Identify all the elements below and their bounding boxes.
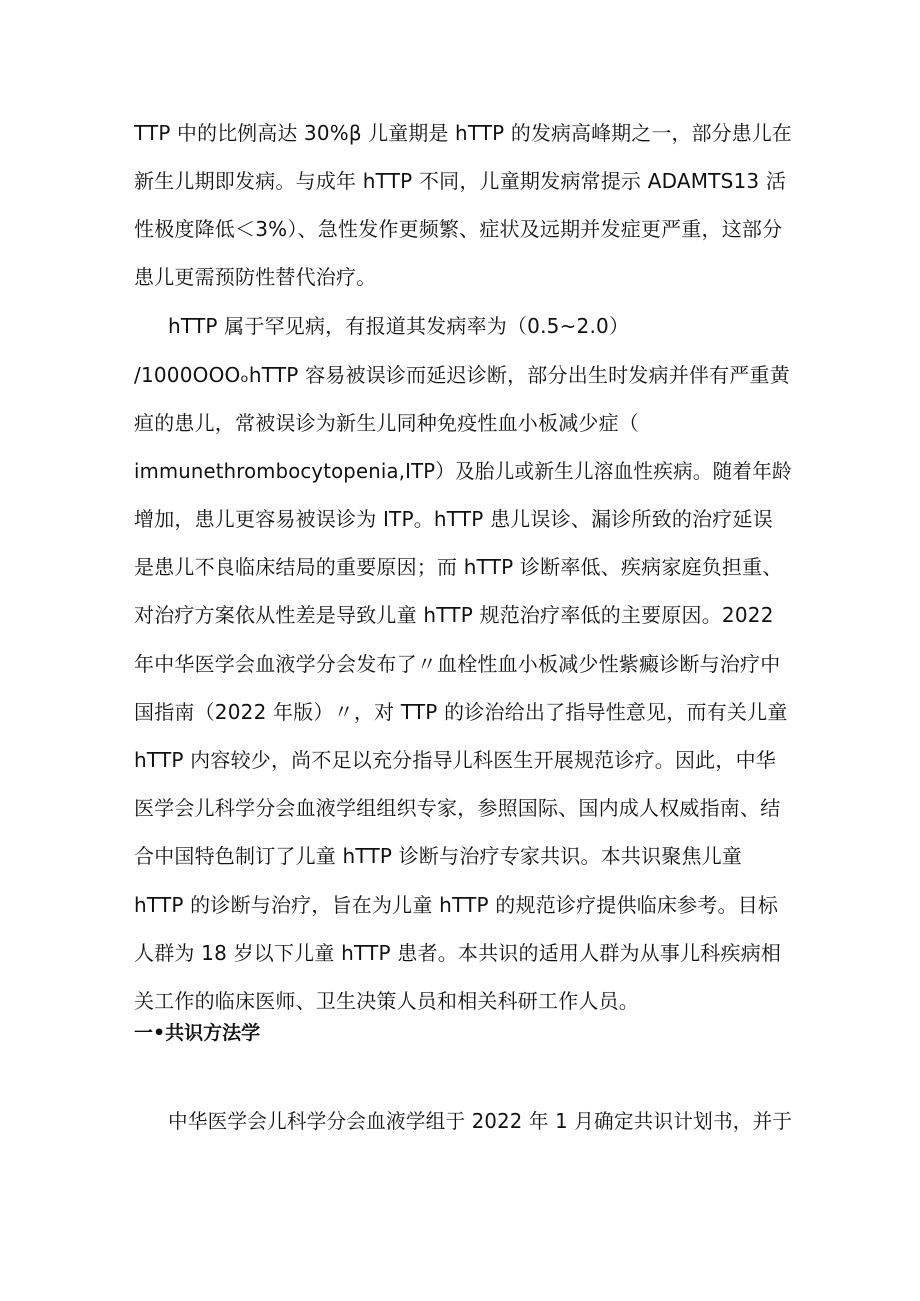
text-line: hTTP 属于罕见病，有报道其发病率为（0.5~2.0） <box>168 314 630 338</box>
text-line: 是患儿不良临床结局的重要原因；而 hTTP 诊断率低、疾病家庭负担重、 <box>134 555 783 579</box>
text-line: 国指南（2022 年版）〃，对 TTP 的诊治给出了指导性意见，而有关儿童 <box>134 700 788 724</box>
text-line: 年中华医学会血液学分会发布了〃血栓性血小板减少性紫癜诊断与治疗中 <box>134 652 781 676</box>
text-line: 患儿更需预防性替代治疗。 <box>134 265 377 289</box>
text-line: /1000OOOₒhTTP 容易被误诊而延迟诊断，部分出生时发病并伴有严重黄 <box>134 363 790 387</box>
text-line: hTTP 内容较少，尚不足以充分指导儿科医生开展规范诊疗。因此，中华 <box>134 748 776 772</box>
text-line: 性极度降低＜3%）、急性发作更频繁、症状及远期并发症更严重，这部分 <box>134 217 783 241</box>
text-line: 增加，患儿更容易被误诊为 ITP。hTTP 患儿误诊、漏诊所致的治疗延误 <box>134 507 773 531</box>
text-line: 对治疗方案依从性差是导致儿童 hTTP 规范治疗率低的主要原因。2022 <box>134 603 774 627</box>
section-heading: 一•共识方法学 <box>134 1022 261 1044</box>
text-line: 中华医学会儿科学分会血液学组于 2022 年 1 月确定共识计划书，并于 <box>168 1109 793 1133</box>
text-line: 关工作的临床医师、卫生决策人员和相关科研工作人员。 <box>134 989 639 1013</box>
text-line: hTTP 的诊断与治疗，旨在为儿童 hTTP 的规范诊疗提供临床参考。目标 <box>134 893 779 917</box>
text-line: TTP 中的比例高达 30%β 儿童期是 hTTP 的发病高峰期之一，部分患儿在 <box>134 121 792 145</box>
text-line: immunethrombocytopenia,ITP）及胎儿或新生儿溶血性疾病。随着年龄 <box>134 459 792 483</box>
text-line: 合中国特色制订了儿童 hTTP 诊断与治疗专家共识。本共识聚焦儿童 <box>134 844 743 868</box>
text-line: 疸的患儿，常被误诊为新生儿同种免疫性血小板减少症（ <box>134 411 639 435</box>
text-line: 新生儿期即发病。与成年 hTTP 不同，儿童期发病常提示 ADAMTS13 活 <box>134 169 787 193</box>
text-line: 医学会儿科学分会血液学组组织专家，参照国际、国内成人权威指南、结 <box>134 796 781 820</box>
text-line: 人群为 18 岁以下儿童 hTTP 患者。本共识的适用人群为从事儿科疾病相 <box>134 941 782 965</box>
